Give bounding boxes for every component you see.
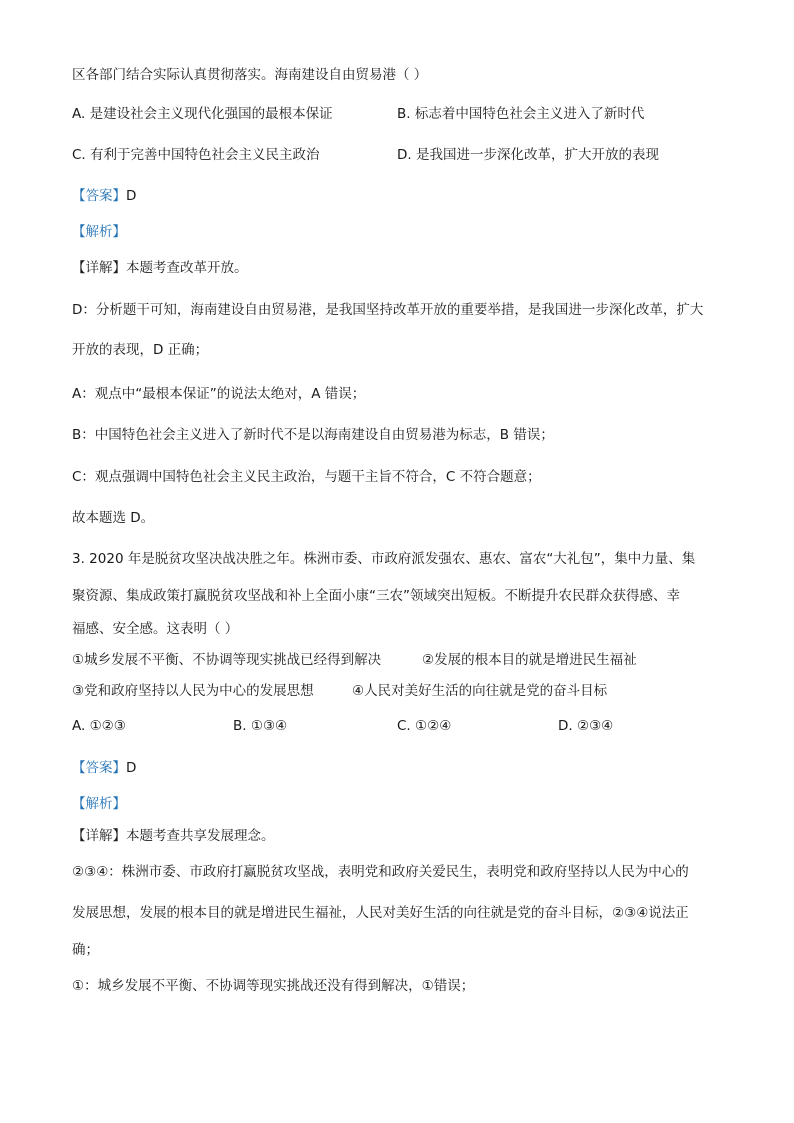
q3-stem-line-1: 3. 2020 年是脱贫攻坚决战决胜之年。株洲市委、市政府派发强农、惠农、富农“大礼包”，集中力量、集	[72, 551, 696, 567]
q3-stem-line-3: 福感、安全感。这表明（ ）	[72, 621, 239, 637]
q3-option-a: A. ①②③	[72, 718, 126, 734]
q2-option-d: D. 是我国进一步深化改革，扩大开放的表现	[397, 147, 659, 163]
q2-analysis-line-2: 开放的表现，D 正确；	[72, 342, 209, 358]
q2-option-a: A. 是建设社会主义现代化强国的最根本保证	[72, 106, 333, 122]
q3-analysis-line-4: ①：城乡发展不平衡、不协调等现实挑战还没有得到解决，①错误；	[72, 978, 475, 994]
q3-detail-text: 本题考查共享发展理念。	[126, 828, 275, 844]
q2-detail-text: 本题考查改革开放	[126, 260, 234, 276]
q3-statement-4: ④人民对美好生活的向往就是党的奋斗目标	[352, 683, 608, 699]
q2-analysis-line-1: D：分析题干可知，海南建设自由贸易港，是我国坚持改革开放的重要举措，是我国进一步深化改革，扩大	[72, 302, 704, 318]
q3-statement-2: ②发展的根本目的就是增进民生福祉	[422, 652, 637, 668]
q2-answer-value: D	[126, 188, 137, 204]
q3-option-b: B. ①③④	[233, 718, 288, 734]
q2-analysis-line-3: A：观点中“最根本保证”的说法太绝对，A 错误；	[72, 386, 366, 402]
q2-analysis-line-4: B：中国特色社会主义进入了新时代不是以海南建设自由贸易港为标志，B 错误；	[72, 427, 554, 443]
q3-stem-line-2: 聚资源、集成政策打赢脱贫攻坚战和补上全面小康“三农”领域突出短板。不断提升农民群众获得感、幸	[72, 588, 680, 604]
q3-option-d: D. ②③④	[558, 718, 614, 734]
q2-answer-tag: 【答案】	[72, 188, 126, 204]
q2-detail-dot: 。	[234, 260, 248, 276]
q2-analysis-tag: 【解析】	[72, 224, 126, 240]
q3-analysis-line-1: ②③④：株洲市委、市政府打赢脱贫攻坚战，表明党和政府关爱民生，表明党和政府坚持以人民为中心的	[72, 864, 689, 880]
q3-detail-tag: 【详解】	[72, 828, 126, 844]
q3-analysis-tag: 【解析】	[72, 796, 126, 812]
q3-analysis-line-3: 确；	[72, 942, 99, 958]
q3-statement-1: ①城乡发展不平衡、不协调等现实挑战已经得到解决	[72, 652, 382, 668]
q3-analysis-line-2: 发展思想，发展的根本目的就是增进民生福祉，人民对美好生活的向往就是党的奋斗目标，②③④说法正	[72, 905, 689, 921]
q3-answer	[72, 758, 136, 778]
q2-stem-tail: 区各部门结合实际认真贯彻落实。海南建设自由贸易港（ ）	[72, 67, 428, 83]
q3-detail	[72, 826, 275, 846]
q2-option-b: B. 标志着中国特色社会主义进入了新时代	[397, 106, 645, 122]
q2-option-c: C. 有利于完善中国特色社会主义民主政治	[72, 147, 320, 163]
q2-detail	[72, 258, 248, 278]
q2-answer	[72, 186, 136, 206]
q2-detail-tag: 【详解】	[72, 260, 126, 276]
q2-analysis-line-5: C：观点强调中国特色社会主义民主政治，与题干主旨不符合，C 不符合题意；	[72, 469, 541, 485]
q3-statement-3: ③党和政府坚持以人民为中心的发展思想	[72, 683, 314, 699]
q3-option-c: C. ①②④	[397, 718, 452, 734]
q3-answer-value: D	[126, 760, 137, 776]
q3-answer-tag: 【答案】	[72, 760, 126, 776]
q2-analysis-line-6: 故本题选 D。	[72, 510, 155, 526]
